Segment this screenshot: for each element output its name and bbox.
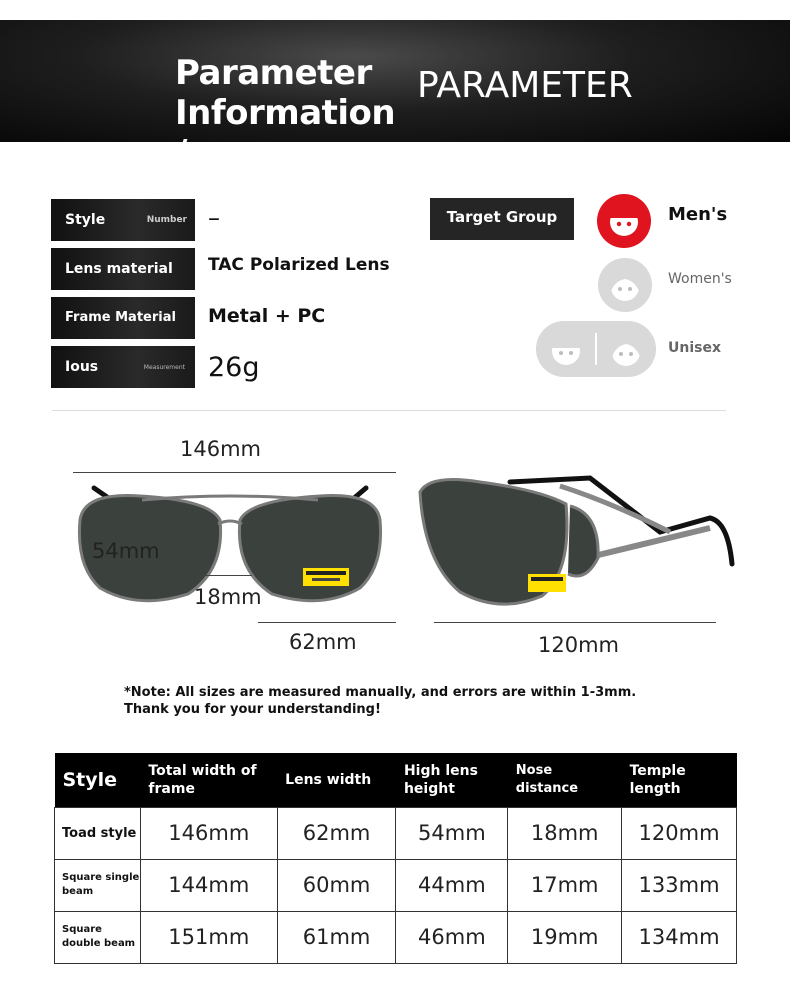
- target-option-unisex: Unisex: [668, 340, 721, 356]
- col-header-total-width: Total width of frame: [140, 753, 277, 807]
- cell-nose-distance: 17mm: [508, 859, 622, 911]
- cell-lens-height: 54mm: [396, 807, 508, 859]
- param-label-minor: Number: [146, 215, 187, 225]
- col-header-lens-width: Lens width: [277, 753, 396, 807]
- dim-lens-width: 62mm: [289, 630, 357, 654]
- men-icon: [596, 193, 652, 249]
- row-style-name: Toad style: [55, 807, 141, 859]
- unisex-icon: [536, 321, 656, 377]
- lens-width-line: [258, 622, 396, 623]
- param-label-style: [51, 199, 195, 241]
- cell-lens-width: 61mm: [277, 911, 396, 963]
- param-label-text: Style: [65, 212, 106, 228]
- divider: [52, 410, 726, 411]
- target-option-women: Women's: [668, 271, 732, 287]
- cell-lens-width: 60mm: [277, 859, 396, 911]
- col-header-style: Style: [55, 753, 141, 807]
- col-header-lens-height: High lens height: [396, 753, 508, 807]
- dim-temple-length: 120mm: [538, 633, 619, 657]
- param-label-lens-material: [51, 248, 195, 290]
- target-option-men: Men's: [668, 204, 728, 225]
- param-label-text: Lens material: [65, 261, 173, 277]
- param-label-weight: [51, 346, 195, 388]
- table-header-row: [55, 753, 737, 807]
- cell-nose-distance: 18mm: [508, 807, 622, 859]
- page-title: Parameter Information /: [175, 53, 396, 173]
- table-row: [55, 859, 737, 911]
- measurement-note: *Note: All sizes are measured manually, and errors are within 1-3mm. Thank you for your understanding!: [124, 685, 637, 717]
- header-banner: [0, 20, 790, 173]
- cell-total-width: 151mm: [140, 911, 277, 963]
- cell-total-width: 144mm: [140, 859, 277, 911]
- cell-temple-length: 134mm: [622, 911, 737, 963]
- param-label-frame-material: [51, 297, 195, 339]
- row-style-name: Square single beam: [55, 859, 141, 911]
- row-style-name: Square double beam: [55, 911, 141, 963]
- dim-nose: 18mm: [194, 585, 262, 609]
- dim-total-width: 146mm: [180, 437, 261, 461]
- cell-temple-length: 133mm: [622, 859, 737, 911]
- target-group-label: Target Group: [430, 198, 574, 240]
- param-label-text: Frame Material: [65, 310, 176, 325]
- women-icon: [597, 257, 653, 313]
- table-row: [55, 911, 737, 963]
- dim-lens-height: 54mm: [92, 539, 160, 563]
- param-value-weight: 26g: [208, 352, 260, 383]
- glasses-side-image: [410, 462, 740, 617]
- nose-line: [204, 575, 252, 576]
- cell-nose-distance: 19mm: [508, 911, 622, 963]
- param-label-text: Ious: [65, 359, 99, 375]
- total-width-line: [73, 472, 396, 473]
- cell-lens-height: 44mm: [396, 859, 508, 911]
- param-value-frame-material: Metal + PC: [208, 305, 326, 327]
- param-value-lens-material: TAC Polarized Lens: [208, 255, 390, 275]
- param-value-style: –: [208, 204, 220, 232]
- cell-temple-length: 120mm: [622, 807, 737, 859]
- cell-lens-height: 46mm: [396, 911, 508, 963]
- col-header-temple-length: Temple length: [622, 753, 737, 807]
- param-label-minor: Measurement: [143, 364, 185, 371]
- spec-table: [54, 753, 737, 964]
- cell-total-width: 146mm: [140, 807, 277, 859]
- temple-length-line: [434, 622, 716, 623]
- page-subtitle: PARAMETER: [417, 65, 633, 106]
- table-row: [55, 807, 737, 859]
- cell-lens-width: 62mm: [277, 807, 396, 859]
- col-header-nose-distance: Nose distance: [508, 753, 622, 807]
